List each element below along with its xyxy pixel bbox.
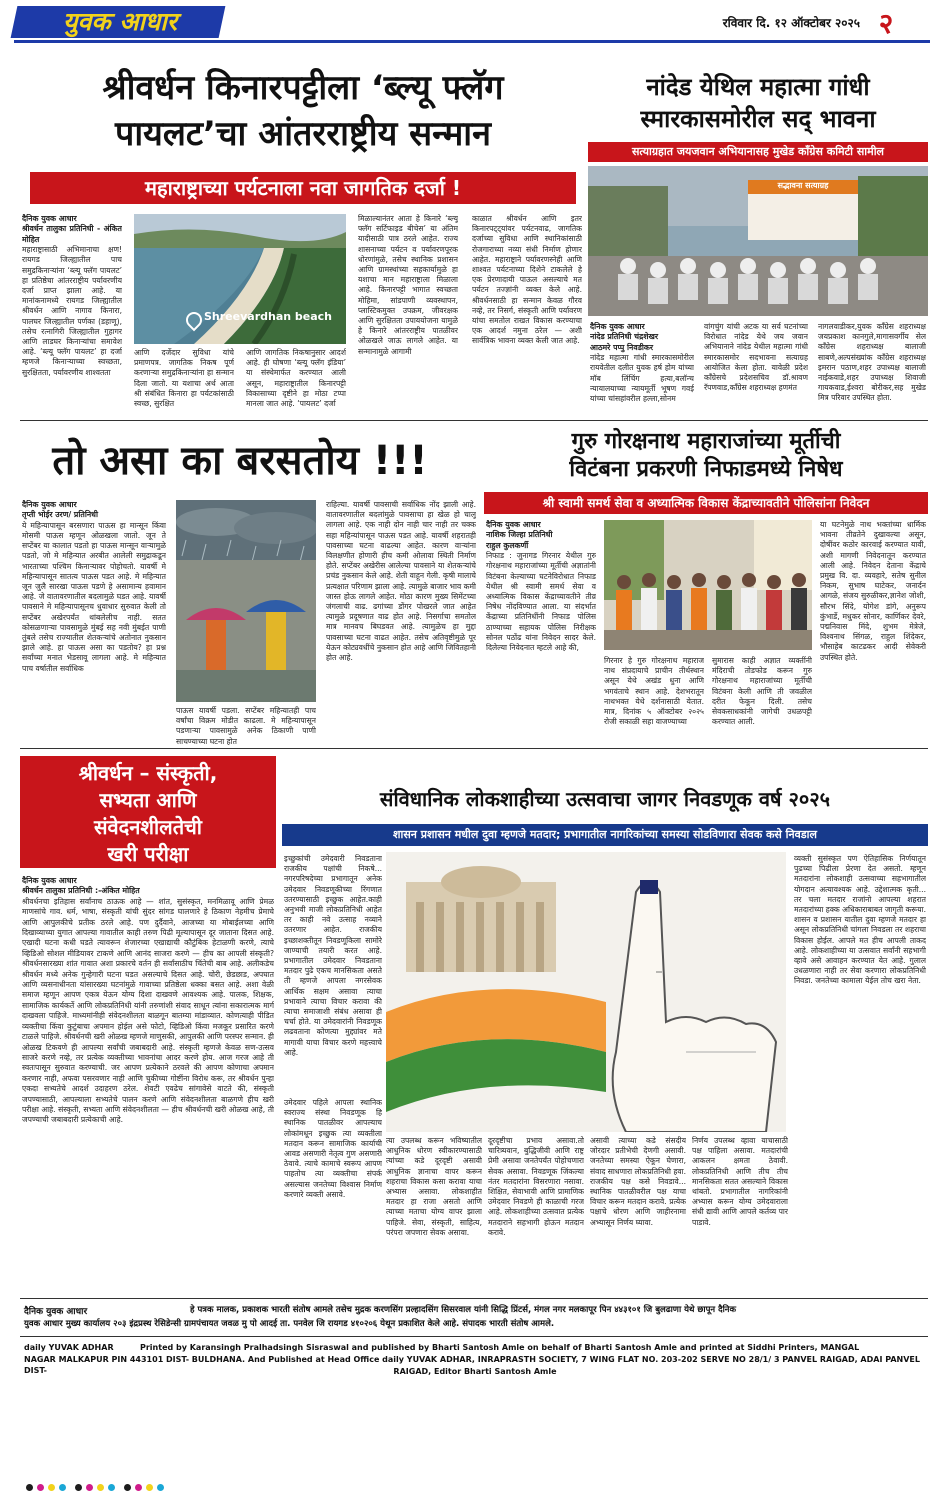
story6-col2: त्या उपलब्ध करून भविष्यातील आधुनिक धोरण स्वीकारण्यासाठी त्यांच्या कडे दूरदृष्टी असावी आधुनिक ज्ञानाचा वापर करून शहराचा विकास कसा करावा याचा अभ्यास असावा. लोकशाहीत मतदार हा राजा असतो आणि त्याच्या मताचा योग्य वापर झाला पाहिजे. सेवा, संस्कृती, साहित्य, परंपरा जपणारा सेवक असावा. xyxy=(386,1136,482,1237)
story-gorakshnath xyxy=(484,424,928,746)
story4-byline1: दैनिक युवक आधार xyxy=(486,520,541,529)
story-nanded xyxy=(588,52,928,418)
rain-photo xyxy=(176,500,316,702)
story6-col6: व्यक्ती सुसंस्कृत पण ऐतिहासिक निर्णयातून पुढच्या पिढीला प्रेरणा देत असतो. म्हणून मतदारांना लोकशाही उत्सवाच्या सहभागातील योगदान अत्यावश्यक आहे. उद्देशात्मक कृती... तर चला मतदार राजांनो आपल्या शहरात मतदारांच्या हक्क अधिकाराबाबत जागृती करूया. शासन व प्रशासन यातील दुवा म्हणजे मतदार हा असून लोकप्रतिनिधी चांगला निवडला तर शहराचा विकास होईल. आपले मत हीच आपली ताकद आहे. लोकशाहीच्या या उत्सवात सर्वांनी सहभागी व्हावे असे आवाहन करण्यात येत आहे. गुलाल उधळणारा नाही तर सेवा करणारा लोकप्रतिनिधी निवडा. जनतेच्या कामाला येईल तोच खरा नेता. xyxy=(794,854,926,986)
story2-headline-line2: स्मारकासमोरील सद् भावना xyxy=(640,105,876,133)
story-shrivardhan-culture xyxy=(20,756,276,1296)
story4-byline2: नाशिक जिल्हा प्रतिनिधी xyxy=(486,530,553,540)
election-illustration xyxy=(386,852,786,1132)
beach-illustration xyxy=(134,214,346,344)
story-blue-flag xyxy=(20,52,586,418)
story1-headline-line2: पायलट’चा आंतरराष्ट्रीय सन्मान xyxy=(115,114,491,154)
story4-col4: या घटनेमुळे नाथ भक्तांच्या धार्मिक भावना तीव्रतेने दुखावल्या असून, दोषींवर कठोर कारवाई करण्यात यावी, अशी मागणी निवेदनातून करण्यात आली आहे. निवेदन देताना केंद्राचे प्रमुख वि. दा. व्यवहारे, सतेष सुनील निकम, सुभाष घाटेकर, जनार्दन आगळे, संजय सुरुळीकर,ज्ञानेश जोशी, सौरभ सिंदे, योगेश डांगे, अनुरूप कुंभार्डे, मधुकर सोनार, कार्णिकर देवरे, पद्मनिवास मिंदे, शुभम मेत्रेजे, विश्वनाथ सिंगळ, राहुल शिंदेकर, भौसाहेब काटढकर आदी सेवेकरी उपस्थित होते. xyxy=(820,520,926,662)
story3-col3: राहिल्या. यावर्षी पावसाची सर्वाधिक नोंद झाली आहे. वातावरणातील बदलांमुळे पावसाचा हा खेळ हो चालू लागला आहे. एक नाही दोन नाही चार नाही तर चक्क सहा महिन्यांपासून पाऊस पडत आहे. यावर्षी शहरातही पावसाच्या घटना वाढल्या आहेत. कारण वाऱ्यांना विलक्षणीत होणारी हीच कमी ओलावा स्थिती निर्माण होते. सप्टेंबर अखेरीस आलेल्या पावसाने या शेतकऱ्यांचे प्रचंड नुकसान केले आहे. शेती वाहून गेली. कृषी मालाचे प्रत्यक्षात परिणाम झाला आहे. त्यामुळे बाजार भाव कमी जास्त होऊ लागले आहेत. मोठा कारण मुख्य सिमेंटच्या जंगलाची वाढ. ढगांच्या डोंगर पोखरले जात आहेत त्यामुळे प्रदूषणात वाढ होत आहे. निसर्गाचा समतोल मात्र मानवच बिघडवत आहे. त्यामुळेच हा मुद्दा पावसाच्या घटना वाढत आहेत. तसेच अतिवृष्टीमुळे पूर येऊन कोट्यवधींचे नुकसान होत आहे आणि जिवितहानी होत आहे. xyxy=(326,500,476,663)
story1-byline1: दैनिक युवक आधार xyxy=(22,214,77,223)
memorandum-illustration xyxy=(604,520,812,650)
footer-eng-daily: daily YUVAK ADHAR xyxy=(24,1343,114,1352)
divider-3 xyxy=(20,1298,928,1299)
story2-subheadline: सत्याग्रहात जयजवान अभियानासह मुखेड काँग्रेस कमिटी सामील xyxy=(588,142,928,162)
story3-headline: तो असा का बरसतोय !!! xyxy=(52,438,428,484)
story6-col3: दूरदृष्टीचा प्रभाव असावा.तो चारित्र्यवान, बुद्धिजीवी आणि राष्ट्र प्रेमी असावा जनतेपर्यंत पोहोचणारा सेवक असावा. निवडणूक जिंकल्या नंतर मतदारांना विसरणारा नसावा. शिक्षित, सेवाभावी आणि प्रामाणिक उमेदवार निवडणे ही काळाची गरज आहे. लोकशाहीच्या उत्सवात प्रत्येक मतदाराने सहभागी होऊन मतदान करावे. xyxy=(488,1136,584,1237)
story2-byline3: आठमरे पप्पु निवडीकर xyxy=(590,342,654,352)
rain-illustration xyxy=(176,500,316,702)
story2-col2: वांगचुंग यांची अटक या सर्व घटनांच्या विरोधात नांदेड येथे जय जवान अभियानाने नांदेड येथील महात्मा गांधी स्मारकासमोर सदभावना सत्याग्रह आयोजित केला होता. यावेळी प्रदेश काँग्रेसचे प्रदेशसचिव डॉ.श्रावण रॅपणवाड,काँग्रेस शहराध्यक्ष हणमंत xyxy=(704,322,808,393)
story6-col5: निर्णय उपलब्ध व्हावा याचासाठी पक्ष पाहिला असावा. मतदारांची आकलन क्षमता ठेवावी. लोकप्रतिनिधी आणि तीच तीच मानसिकता सतत असल्याने विकास थांबतो. प्रभागातील नागरिकांनी अभ्यास करून योग्य उमेदवाराला संधी द्यावी आणि आपले कर्तव्य पार पाडावे. xyxy=(692,1136,788,1227)
footer-eng-line2: NAGAR MALKAPUR PIN 443101 DIST- BULDHANA. And Published at Head Office daily YUVAK ADHAR, INRAPRASTH SOCIETY, 7 WING FLAT NO. 203-202 SERVE NO 28/1/ 3 PANVEL RAIGAD, ADAI PANVEL DIST- xyxy=(24,1355,920,1375)
story3-byline1: दैनिक युवक आधार xyxy=(22,500,77,509)
story3-col2: पाऊस यावर्षी पडला. सप्टेंबर महिन्यातही पाच वर्षांचा विक्रम मोडीत काढला. मे महिन्यापासून पडणाऱ्या पावसामुळे अनेक ठिकाणी पाणी साचण्याच्या घटना होत xyxy=(176,706,316,746)
footer-eng-line3: RAIGAD, Editor Bharti Santosh Amle xyxy=(393,1367,557,1376)
page-number: २ xyxy=(878,7,894,40)
story5-headline-line3: संवेदनशीलतेची xyxy=(94,815,202,839)
story1-col1-text: महाराष्ट्रासाठी अभिमानाचा क्षण! रायगड जिल्ह्यातील पाच समुद्रकिनाऱ्यांना ‘ब्ल्यू फ्लॅग पायलट’ हा प्रतिष्ठेचा आंतरराष्ट्रीय पर्यावरणीय दर्जा प्राप्त झाला आहे. या मानांकनामध्ये रायगड जिल्ह्यातील श्रीवर्धन आणि नागाव किनारा, पालघर जिल्ह्यातील पर्णका (डहाणू), तसेच रत्नागिरी जिल्ह्यातील गुहागर आणि लाडघर किनाऱ्यांचा समावेश आहे. ‘ब्ल्यू फ्लॅग पायलट’ हा दर्जा म्हणजे किनाऱ्याच्या स्वच्छता, सुरक्षितता, पर्यावरणीय शाश्वतता xyxy=(22,245,122,377)
story6-col4: असावी त्याच्या कडे संसदीय जोरदार प्रतीभेची देणगी असावी. जनतेच्या समस्या ऐकून घेणारा, संवाद साधणारा लोकप्रतिनिधी हवा. राजकीय पक्ष कसे निवडावे... स्थानिक पातळीवरील पक्ष याचा विचार करून मतदान करावे. प्रत्येक पक्षाचे धोरण आणि जाहीरनामा अभ्यासून निर्णय घ्यावा. xyxy=(590,1136,686,1227)
story5-body-text: श्रीवर्धनचा इतिहास सर्वांनाच ठाऊक आहे — शांत, सुसंस्कृत, मनमिळावू आणि प्रेमळ माणसांचे गाव. धर्म, भाषा, संस्कृती यांची सुंदर सांगड घालणारे हे ठिकाण नेहमीच प्रेमाचे आणि आपुलकीचे प्रतीक ठरले आहे. पण दुर्दैवाने, आजच्या या मोबाईलच्या आणि दिखाव्याच्या युगात आपल्या गावातील काही तरुण पिढी मूल्यापासून दूर जाताना दिसत आहे. एखादी घटना कधी घडते त्यावरून शेजारच्या एखाद्याची कौटुंबिक हेटाळणी करणे, त्याचे व्हिडिओ सोशल मीडियावर टाकणे आणि आनंद साजरा करणे — हीच का आपली संस्कृती? श्रीवर्धनसारख्या शांत गावात अशा प्रकारचे वर्तन ही सर्वांसाठीच चिंतेची बाब आहे. अलीकडेच श्रीवर्धन मध्ये अनेक गुन्हेगारी घटना घडत असल्याचे दिसत आहे. चोरी, छेडछाड, अपघात आणि व्यसनाधीनता यांसारख्या घटनांमुळे गावाच्या प्रतिष्ठेला धक्का बसत आहे. अशा वेळी समाज म्हणून आपण एकत्र येऊन योग्य दिशा दाखवणे आवश्यक आहे. पालक, शिक्षक, सामाजिक कार्यकर्ते आणि लोकप्रतिनिधी यांनी तरुणांशी संवाद साधून त्यांना सकारात्मक मार्ग दाखवला पाहिजे. माध्यमांनीही संवेदनशीलता बाळगून बातम्या मांडाव्यात. कोणत्याही पीडित व्यक्तीचा किंवा कुटुंबाचा अपमान होईल असे फोटो, व्हिडिओ किंवा मजकूर प्रसारित करणे टाळले पाहिजे. श्रीवर्धनची खरी ओळख म्हणजे माणुसकी, आपुलकी आणि परस्पर सन्मान. ही ओळख टिकवणे ही आपल्या सर्वांची जबाबदारी आहे. संस्कृती म्हणजे केवळ सण-उत्सव साजरे करणे नव्हे, तर प्रत्येक व्यक्तीच्या भावनांचा आदर करणे होय. आज गरज आहे ती स्वतःपासून सुरुवात करण्याची. जर आपण प्रत्येकाने ठरवले की आपण कोणाचा अपमान करणार नाही, अफवा पसरवणार नाही आणि चुकीच्या गोष्टींना विरोध करू, तर श्रीवर्धन पुन्हा एकदा सभ्यतेचे आदर्श उदाहरण ठरेल. शेवटी एवढेच सांगावेसे वाटते की, संस्कृती जपण्यासाठी, आपल्याला सभ्यतेचे पालन करणे आणि संवेदनशीलता बाळगणे हीच खरी परीक्षा आहे. संस्कृती, सभ्यता आणि संवेदनशीलता — हीच श्रीवर्धनची खरी ओळख आहे, ती जपण्याची जबाबदारी प्रत्येकाची आहे. xyxy=(22,896,274,1125)
story2-byline1: दैनिक युवक आधार xyxy=(590,322,645,331)
memorandum-photo xyxy=(604,520,812,650)
story1-subheadline: महाराष्ट्राच्या पर्यटनाला नवा जागतिक दर्जा ! xyxy=(30,172,576,204)
protest-photo xyxy=(588,166,928,316)
story1-byline2: श्रीवर्धन तालुका प्रतिनिधी - अंकित मोहित xyxy=(22,224,122,244)
story5-byline1: दैनिक युवक आधार xyxy=(22,876,77,885)
story-rain xyxy=(20,424,480,746)
story3-byline2: तृप्ती भोईर उरण/ प्रतिनिधी xyxy=(22,510,98,520)
story5-headline-box xyxy=(20,756,276,868)
footer-divider xyxy=(20,1336,928,1337)
story3-col1-text: ये महिन्यापासून बरसणारा पाऊस हा मान्सून किंवा मोसमी पाऊस म्हणून ओळखला जातो. जून ते सप्टेंबर या कालात पडतो हा पाऊस मान्सून वाऱ्यामुळे पडतो, जो मे महिन्यात अरबीत आलेली समुद्राकडून भारताच्या पश्चिम किनाऱ्यावर पोहोचतो. यावर्षी मे महिन्यापासून सातत्य पाऊस पडत आहे. मे महिन्यात जून जुलै सारखा पाऊस पडणे हे असामान्य हवामान आहे. जे वातावरणातील बदलामुळे घडत आहे. यावर्षी पावसाने मे महिन्यापासूनच धुवाधार सुरुवात केली तो सप्टेंबर अखेरपर्यंत थांबलेलीच नाही. सतत कोसळणाऱ्या पावसामुळे मुंबई सह नवी मुंबईत पाणी तुंबले तसेच राज्यातील शेतकऱ्यांचे अतोनात नुकसान झाले आहे. हा पाऊस असा का पडतोय? हा प्रश्न सर्वांच्या मनात भेडसावू लागला आहे. मे महिन्यात पाच वर्षातील सर्वाधिक xyxy=(22,520,166,673)
beach-photo-caption: Shreevardhan beach xyxy=(204,310,333,323)
story5-headline-line1: श्रीवर्धन – संस्कृती, xyxy=(78,761,218,785)
story6-headline: संविधानिक लोकशाहीच्या उत्सवाचा जागर निवडणूक वर्ष २०२५ xyxy=(379,787,831,811)
story4-byline3: राहुल कुलकर्णी xyxy=(486,540,529,550)
story1-headline-line1: श्रीवर्धन किनारपट्टीला ‘ब्ल्यू फ्लॅग xyxy=(102,68,504,108)
footer-line2: युवक आधार मुख्य कार्यालय २०३ इंद्रप्रस्थ रेसिडेन्सी ग्रामपंचायत जवळ मु पो आदई ता. पनवेल जि रायगड ४१०२०६ येथून प्रकाशित केले आहे. संपादक भारती संतोष आमले. xyxy=(24,1319,555,1329)
story5-headline-line2: सभ्यता आणि xyxy=(99,788,197,812)
story4-col3: सुमारास काही अज्ञात व्यक्तींनी मंदिराची तोडफोड करून गुरु गोरक्षनाथ महाराजांच्या मूर्तीची विटंबना केली आणि ती जवळील दरीत फेकून दिली. तसेच सेवकसाधकांनी जागेची उधळपट्टी करण्यात आली. xyxy=(712,656,812,727)
story5-byline2: श्रीवर्धन तालुका प्रतिनिधी :-अंकित मोहित xyxy=(22,886,140,896)
story6-subheadline: शासन प्रशासन मधील दुवा म्हणजे मतदार; प्रभागातील नागरिकांच्या समस्या सोडविणारा सेवक कसे निवडाल xyxy=(282,824,928,846)
story6-col1: इच्छुकांची उमेदवारी निवडताना राजकीय पक्षांची निकषे... नगरपरिषदेच्या प्रभागातून अनेक उमेदवार निवडणूकीच्या रिंगणात उतरण्यासाठी इच्छुक आहेत.काही अनुभवी माजी लोकप्रतिनिधी आहेत तर काही नवे उत्साह नव्याने उतरणार आहेत. राजकीय इच्छाशक्तीतून निवडणूकिला सामोरे जाण्याची तयारी करत आहे. प्रभागातील उमेदवार निवडताना मतदार पुढे एकच मानसिकता असते ती म्हणजे आपला नगरसेवक आर्थिक सक्षम असावा त्याचा प्रभावाने त्याचा विचार करावा की त्याचा समाजाशी संबंध असावा ही चर्चा होते. या उमेदवारांनी निवडणूक लढवताना कोणत्या मुद्द्यांवर मते मागावी याचा विचार करणे महत्त्वाचे आहे. xyxy=(284,854,382,1057)
color-registration-dots xyxy=(24,1476,324,1486)
story4-col1-text: निफाड : जुनागड गिरनार येथील गुरु गोरक्षनाथ महाराजांच्या मूर्तीची अज्ञातांनी विटंबना केल्याच्या घटनेविरोधात निफाड येथील श्री स्वामी समर्थ सेवा व अध्यात्मिक विकास केंद्राच्यावतीने तीव्र निषेध नोंदविण्यात आला. या संदर्भात केंद्राच्या प्रतिनिधींनी निफाड पोलिस ठाण्याच्या सहायक पोलिस निरीक्षक सोनल पठोंढ यांना निवेदन सादर केले. दिलेल्या निवेदनात म्हटले आहे की, xyxy=(486,551,596,653)
story2-headline-line1: नांदेड येथिल महात्मा गांधी xyxy=(646,73,870,101)
story2-byline2: नांदेड प्रतिनिधी चंद्रशेखर xyxy=(590,332,659,342)
story6-col1b: उमेदवार पहिले आपला स्थानिक स्वराज्य संस्था निवडणूक हि स्थानिक पातळीवर आपल्याच लोकांमधून इच्छुक त्या व्यक्तीला मतदान करून सामाजिक कार्याची आवड असणारी नेतृत्व गुण असणारी ठेवावे. त्याचे कामाचे स्वरूप आपण पाहतोच त्या व्यक्तीचा संपर्क असल्यास जनतेच्या विश्वास निर्माण करणारे व्यक्ती असावे. xyxy=(284,1098,382,1199)
footer-line1: हे पत्रक मालक, प्रकाशक भारती संतोष आमले तसेच मुद्रक करणसिंग प्रल्हादसिंग सिसरवाल यांनी सिद्धि प्रिंटर्स, मंगल नगर मलकापूर पिन ४४३१०१ जि बुलढाणा येथे छापून दैनिक xyxy=(190,1305,737,1315)
divider-2 xyxy=(20,748,928,749)
story3-col1 xyxy=(22,500,166,746)
masthead xyxy=(0,0,945,46)
story4-subheadline: श्री स्वामी समर्थ सेवा व अध्यात्मिक विकास केंद्राच्यावतीने पोलिसांना निवेदन xyxy=(484,492,928,514)
masthead-date: रविवार दि. १२ ऑक्टोबर २०२५ xyxy=(722,16,860,30)
story1-col3: आणि जागतिक निकषानुसार आदर्श आहे. ही घोषणा ‘ब्ल्यू फ्लॅग इंडिया’ या संस्थेमार्फत करण्यात आली असून, महाराष्ट्रातील किनारपट्टी विकासाच्या दृष्टीने हा मोठा टप्पा मानला जात आहे. ‘पायलट’ दर्जा xyxy=(246,348,346,409)
divider-1 xyxy=(20,420,928,421)
masthead-underline xyxy=(14,40,930,43)
story1-col1 xyxy=(22,214,122,414)
story4-headline-line2: विटंबना प्रकरणी निफाडमध्ये निषेध xyxy=(569,457,843,482)
story2-col1 xyxy=(590,322,694,418)
story1-col2: आणि दर्जेदार सुविधा यांचे प्रमाणपत्र. जागतिक निकष पूर्ण करणाऱ्या समुद्रकिनाऱ्यांना हा सन्मान दिला जातो. या यशाचा अर्थ आता श्री संबंधित किनारा हा पर्यटकांसाठी स्वच्छ, सुरक्षित xyxy=(134,348,234,409)
story1-col5: काळात श्रीवर्धन आणि इतर किनारपट्ट्यांवर पर्यटनवाढ, जागतिक दर्जाच्या सुविधा आणि स्थानिकांसाठी रोजगाराच्या नव्या संधी निर्माण होणार आहेत. महाराष्ट्राने पर्यावरणस्नेही आणि शाश्वत पर्यटनाच्या दिशेने टाकलेले हे एक प्रेरणादायी पाऊल असल्याचे मत पर्यटन तज्ज्ञांनी व्यक्त केले आहे. श्रीवर्धनसाठी हा सन्मान केवळ गौरव नव्हे, तर निसर्ग, संस्कृती आणि पर्यावरण यांचा समतोल राखत विकास करण्याचा एक आदर्श नमुना ठरेल — अशी सार्वत्रिक भावना व्यक्त केली जात आहे. xyxy=(472,214,582,346)
story5-body xyxy=(22,876,274,1296)
story4-headline-line1: गुरु गोरक्षनाथ महाराजांच्या मूर्तीची xyxy=(571,429,841,454)
protest-banner-text: सद्भावना सत्याग्रह xyxy=(777,181,829,190)
footer-label: दैनिक युवक आधार xyxy=(24,1307,88,1317)
story4-col2: गिरनार हे गुरु गोरक्षनाथ महाराज नाथ संप्रदायाचे प्राचीन तीर्थस्थान असून येथे अखंड धुना आणि भगवंताचे स्थान आहे. देशभरातून नाथभक्त येथे दर्शनासाठी येतात. मात्र, दिनांक ५ ऑक्टोबर २०२५ रोजी सकाळी सहा वाजण्याच्या xyxy=(604,656,704,727)
story-election xyxy=(282,756,928,1296)
story2-col3: नागलवाडीकर,युवक काँग्रेस शहराध्यक्ष जयप्रकाश कानगुले,मागासवर्गीय सेल काँग्रेस शहराध्यक्ष बालाजी साबणे,अल्पसंख्यांक काँग्रेस शहराध्यक्ष इमरान पठाण,शहर उपाध्यक्ष बालाजी नाईकवाडे,शहर उपाध्यक्ष शिवाजी गायकवाड,ईश्वरा बोरीकर,सह मुखेड मित्र परिवार उपस्थित होता. xyxy=(818,322,926,403)
footer xyxy=(20,1300,928,1490)
footer-eng-line1: Printed by Karansingh Pralhadsingh Sisraswal and published by Bharti Santosh Amle on behalf of Bharti Santosh Amle and printed at Siddhi Printers, MANGAL xyxy=(140,1343,860,1352)
story4-col1 xyxy=(486,520,596,660)
masthead-logo-text: युवक आधार xyxy=(63,7,177,36)
story2-col1-text: नांदेड महात्मा गांधी स्मारकासमोरील रायवेतील दलीत युवक हर्ष होम यांच्या मॉब लिंचिंग हत्या,बलॉन्च न्यायालयाच्या न्यायमूर्ती भूषण गवई यांच्या चांसहांवरील हल्ला,सोनम xyxy=(590,353,694,404)
story5-headline-line4: खरी परीक्षा xyxy=(107,842,189,866)
story1-col4: मिळाल्यानंतर आता हे किनारे ‘ब्ल्यू फ्लॅग सर्टिफाइड बीचेस’ या अंतिम यादीसाठी पात्र ठरले आहेत. राज्य शासनाच्या पर्यटन व पर्यावरणपूरक धोरणांमुळे, तसेच स्थानिक प्रशासन आणि ग्रामस्थांच्या सहकार्यामुळे हा यशाचा मान महाराष्ट्राला मिळाला आहे. किनारपट्टी भागात स्वच्छता मोहिमा, सांडपाणी व्यवस्थापन, प्लास्टिकमुक्त उपक्रम, जीवरक्षक आणि सुरक्षितता उपाययोजना यामुळे हे किनारे आंतरराष्ट्रीय पातळीवर ओळखले जाऊ लागले आहेत. या सन्मानामुळे आगामी xyxy=(358,214,458,356)
voting-finger-illustration xyxy=(386,852,786,1132)
beach-photo xyxy=(134,214,346,344)
